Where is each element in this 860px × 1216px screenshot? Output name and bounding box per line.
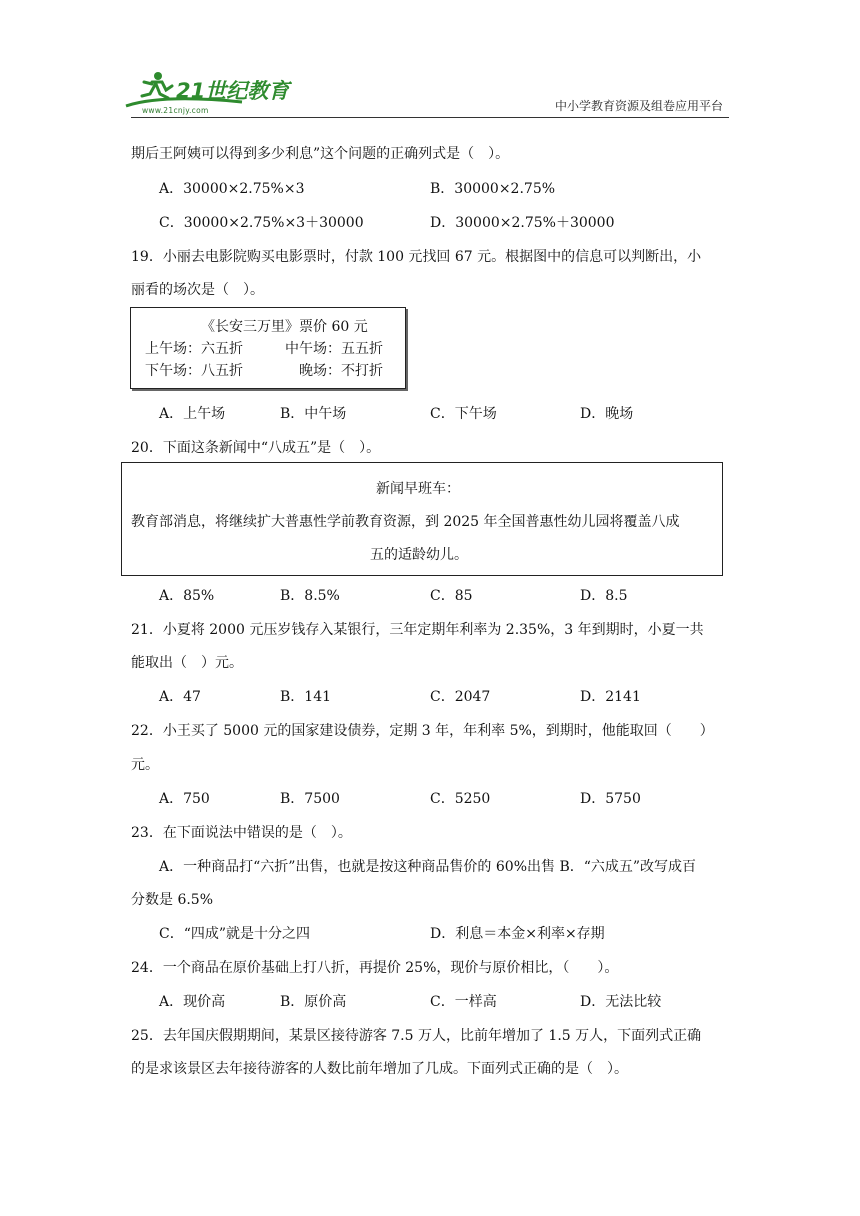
logo-text: 21世纪教育	[176, 79, 290, 103]
q19-stem-line2: 丽看的场次是（ ）。	[131, 282, 264, 298]
q20-option-b: B．8.5%	[280, 588, 340, 604]
q25-stem-line2: 的是求该景区去年接待游客的人数比前年增加了几成。下面列式正确的是（ ）。	[131, 1061, 628, 1077]
q24-option-b: B．原价高	[280, 994, 347, 1010]
q23-option-d: D．利息＝本金×利率×存期	[430, 926, 605, 942]
q22-stem-line2: 元。	[131, 757, 159, 773]
q21-option-b: B．141	[280, 689, 332, 705]
q22-option-a: A．750	[159, 791, 210, 807]
q18-option-b: B．30000×2.75%	[430, 181, 556, 197]
q24-option-a: A．现价高	[159, 994, 226, 1010]
logo-url: www.21cnjy.com	[142, 106, 209, 115]
ticket-morning: 上午场：六五折	[145, 341, 243, 357]
q18-option-a: A．30000×2.75%×3	[159, 181, 305, 197]
q21-stem-line2: 能取出（ ）元。	[131, 655, 243, 671]
ticket-title: 《长安三万里》票价 60 元	[201, 319, 368, 335]
ticket-afternoon: 下午场：八五折	[145, 363, 243, 379]
news-line2: 五的适龄幼儿。	[370, 547, 468, 563]
ticket-evening: 晚场：不打折	[299, 363, 383, 379]
q19-option-d: D．晚场	[580, 406, 634, 422]
q21-option-c: C．2047	[430, 689, 491, 705]
header-divider	[131, 117, 729, 118]
q19-option-b: B．中午场	[280, 406, 347, 422]
q18-option-c: C．30000×2.75%×3＋30000	[159, 215, 364, 231]
q21-option-a: A．47	[159, 689, 201, 705]
q23-stem: 23．在下面说法中错误的是（ ）。	[131, 825, 352, 841]
q19-option-a: A．上午场	[159, 406, 226, 422]
q19-stem-line1: 19．小丽去电影院购买电影票时，付款 100 元找回 67 元。根据图中的信息可以判断出，小	[131, 249, 702, 265]
q23-option-a: A．一种商品打“六折”出售，也就是按这种商品售价的 60%出售 B．“六成五”改写成百	[159, 859, 697, 875]
news-box	[121, 462, 723, 576]
q18-stem: 期后王阿姨可以得到多少利息”这个问题的正确列式是（ ）。	[131, 146, 510, 162]
q23-option-c: C．“四成”就是十分之四	[159, 926, 311, 942]
ticket-price-box	[130, 307, 406, 389]
news-title: 新闻早班车：	[376, 481, 460, 497]
q20-option-d: D．8.5	[580, 588, 628, 604]
q22-option-c: C．5250	[430, 791, 491, 807]
q23-option-b-cont: 分数是 6.5%	[131, 892, 214, 908]
q21-option-d: D．2141	[580, 689, 641, 705]
q18-option-d: D．30000×2.75%＋30000	[430, 215, 615, 231]
site-logo	[122, 68, 292, 118]
news-line1: 教育部消息，将继续扩大普惠性学前教育资源，到 2025 年全国普惠性幼儿园将覆盖八成	[131, 514, 680, 530]
q24-stem: 24．一个商品在原价基础上打八折，再提价 25%，现价与原价相比，（ ）。	[131, 960, 619, 976]
platform-name: 中小学教育资源及组卷应用平台	[554, 99, 723, 113]
q20-option-c: C．85	[430, 588, 473, 604]
q21-stem-line1: 21．小夏将 2000 元压岁钱存入某银行，三年定期年利率为 2.35%，3 年到期时，小夏一共	[131, 622, 704, 638]
q19-option-c: C．下午场	[430, 406, 497, 422]
q24-option-d: D．无法比较	[580, 994, 662, 1010]
q22-option-d: D．5750	[580, 791, 641, 807]
q20-option-a: A．85%	[159, 588, 215, 604]
q22-option-b: B．7500	[280, 791, 340, 807]
q24-option-c: C．一样高	[430, 994, 497, 1010]
q25-stem-line1: 25．去年国庆假期期间，某景区接待游客 7.5 万人，比前年增加了 1.5 万人，下面列式正确	[131, 1028, 702, 1044]
ticket-noon: 中午场：五五折	[285, 341, 383, 357]
q20-stem: 20．下面这条新闻中“八成五”是（ ）。	[131, 440, 381, 456]
q22-stem-line1: 22．小王买了 5000 元的国家建设债券，定期 3 年，年利率 5%，到期时，他能取回（ ）	[131, 723, 714, 739]
